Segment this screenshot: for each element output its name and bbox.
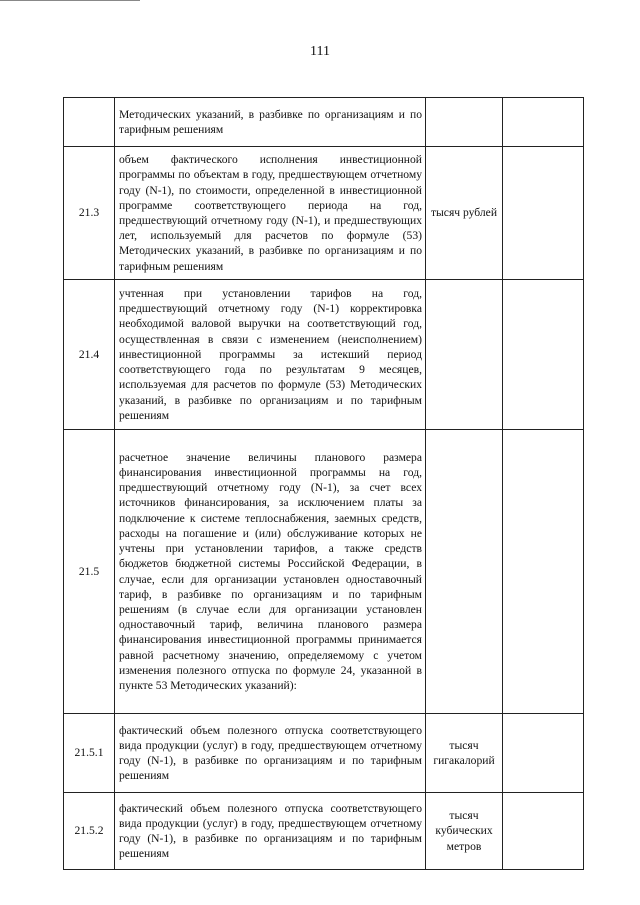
table-row xyxy=(64,714,584,793)
table-row xyxy=(64,98,584,147)
row-number: 21.5 xyxy=(64,430,115,714)
table-row xyxy=(64,793,584,870)
table-row xyxy=(64,280,584,430)
row-number: 21.5.2 xyxy=(64,793,115,870)
table-row xyxy=(64,147,584,280)
page-number: 111 xyxy=(310,44,330,59)
top-edge-line xyxy=(0,0,140,1)
row-number: 21.5.1 xyxy=(64,714,115,793)
unit-label: тысяч рублей xyxy=(430,206,498,220)
value-cell xyxy=(503,280,584,430)
unit-label: тысяч кубических метров xyxy=(435,809,493,853)
row-description: фактический объем полезного отпуска соответствующего вида продукции (услуг) в году, предшествующем отчетному году (N-1), в разбивке по организациям и по тарифным решениям xyxy=(115,793,426,870)
row-unit xyxy=(426,793,503,870)
value-cell xyxy=(503,147,584,280)
row-description: фактический объем полезного отпуска соответствующего вида продукции (услуг) в году, предшествующем отчетному году (N-1), в разбивке по организациям и по тарифным решениям xyxy=(115,714,426,793)
row-unit xyxy=(426,98,503,147)
table-row xyxy=(64,430,584,714)
row-number: 21.4 xyxy=(64,280,115,430)
value-cell xyxy=(503,793,584,870)
row-description: учтенная при установлении тарифов на год, предшествующий отчетному году (N-1) корректировка необходимой валовой выручки на соответствующий год, осуществленная в связи с изменением (неисполнением) инвестиционной программы за истекший период соответствующего года по результатам 9 месяцев, используемая для расчетов по формуле (53) Методических указаний, в разбивке по организациям и по тарифным решениям xyxy=(115,280,426,430)
row-description: Методических указаний, в разбивке по организациям и по тарифным решениям xyxy=(115,98,426,147)
row-description: расчетное значение величины планового размера финансирования инвестиционной программы на год, предшествующий отчетному году (N-1), за счет всех источников финансирования, за исключением платы за подключение к системе теплоснабжения, заемных средств, расходы на погашение и (или) обслуживание которых не учтены при установлении тарифов, а также средств бюджетов бюджетной системы Российской Федерации, в случае, если для организации установлен одноставочный тариф, в разбивке по организациям и по тарифным решениям (в случае если для организации установлен одноставочный тариф, величина планового размера финансирования инвестиционной программы принимается равной расчетному значению, определяемому с учетом изменения полезного отпуска по формуле 24, указанной в пункте 53 Методических указаний): xyxy=(115,430,426,714)
unit-label: тысяч гигакалорий xyxy=(433,738,495,767)
row-description: объем фактического исполнения инвестиционной программы по объектам в году, предшествующем отчетному году (N-1), по стоимости, определенной в инвестиционной программе соответствующего периода на год, предшествующий отчетному году (N-1), и предшествующих лет, используемый для расчетов по формуле (53) Методических указаний, в разбивке по организациям и по тарифным решениям xyxy=(115,147,426,280)
row-unit xyxy=(426,714,503,793)
row-unit xyxy=(426,430,503,714)
row-unit xyxy=(426,147,503,280)
indicators-table xyxy=(63,97,584,870)
value-cell xyxy=(503,430,584,714)
row-number xyxy=(64,98,115,147)
row-unit xyxy=(426,280,503,430)
row-number: 21.3 xyxy=(64,147,115,280)
value-cell xyxy=(503,714,584,793)
value-cell xyxy=(503,98,584,147)
